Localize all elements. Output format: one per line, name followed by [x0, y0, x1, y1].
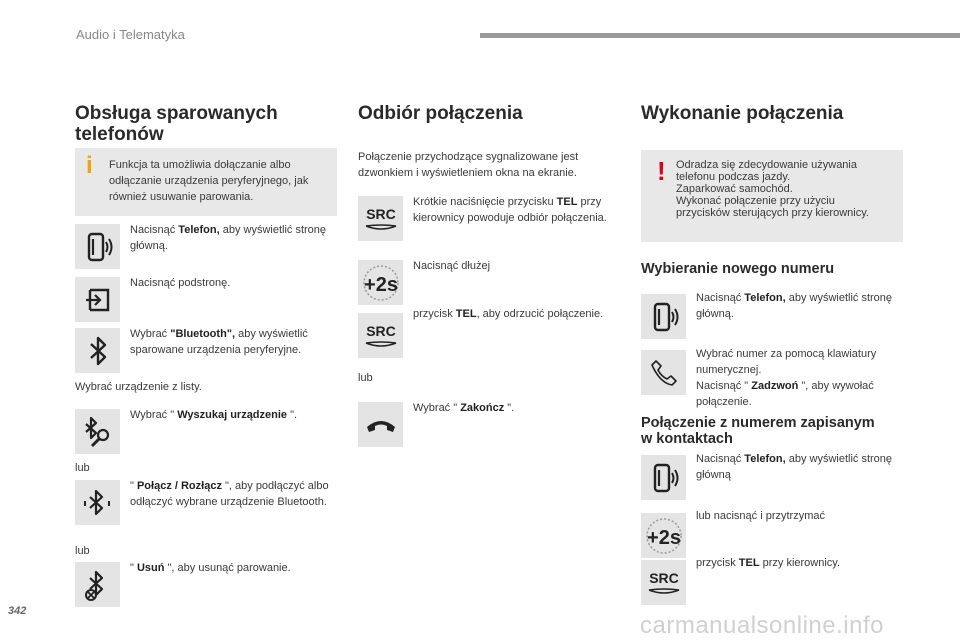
or-text-3: lub: [358, 372, 373, 384]
step-telefon-2: Nacisnąć Telefon, aby wyświetlić stronę główną.: [696, 292, 893, 320]
or-text-2: lub: [75, 545, 90, 557]
delete-pairing-icon: [75, 562, 120, 607]
step-telefon-3: Nacisnąć Telefon, aby wyświetlić stronę główną: [696, 453, 893, 481]
header-title: Audio i Telematyka: [76, 27, 185, 42]
step-subpage: Nacisnąć podstronę.: [130, 277, 231, 289]
info-text: Funkcja ta umożliwia dołączanie albo odłączanie urządzenia peryferyjnego, jak również usuwanie parowania.: [109, 159, 309, 203]
svg-text:+2s: +2s: [363, 273, 398, 296]
svg-text:SRC: SRC: [365, 205, 396, 222]
dial-instructions: Wybrać numer za pomocą klawiatury numerycznej. Nacisnąć " Zadzwoń ", aby wywołać połączenie.: [696, 348, 877, 408]
bluetooth-icon: [75, 328, 120, 373]
phone-icon-3: [641, 455, 686, 500]
warning-note: [641, 150, 903, 242]
phone-icon-2: [641, 294, 686, 339]
svg-text:SRC: SRC: [365, 322, 396, 339]
hold-2s-icon-2: [641, 513, 686, 558]
or-text-1: lub: [75, 462, 90, 474]
page-number: 342: [8, 605, 27, 617]
src-button-icon-2: [358, 313, 403, 358]
step-connect: " Połącz / Rozłącz ", aby podłączyć albo odłączyć wybrane urządzenie Bluetooth.: [130, 480, 329, 508]
heading-dial-new-number: Wybieranie nowego numeru: [641, 261, 835, 277]
step-delete: " Usuń ", aby usunąć parowanie.: [130, 562, 291, 574]
info-note: [75, 148, 337, 216]
receive-intro: Połączenie przychodzące sygnalizowane jest dzwonkiem i wyświetleniem okna na ekranie.: [358, 151, 579, 179]
press-hold-text: lub nacisnąć i przytrzymać: [696, 510, 825, 522]
step-bluetooth: Wybrać "Bluetooth", aby wyświetlić sparowane urządzenia peryferyjne.: [130, 328, 308, 356]
step-end-call: Wybrać " Zakończ ".: [413, 402, 515, 414]
connect-disconnect-icon: [75, 480, 120, 525]
watermark: carmanualsonline.info: [640, 612, 884, 639]
step-telefon: Nacisnąć Telefon, aby wyświetlić stronę główną.: [130, 224, 327, 252]
subpage-icon: [75, 277, 120, 322]
warning-icon: !: [657, 156, 666, 186]
header-bar: [480, 33, 960, 38]
step-answer: Krótkie naciśnięcie przycisku TEL przy kierownicy powoduje odbiór połączenia.: [413, 196, 607, 224]
warning-text: Odradza się zdecydowanie używania telefonu podczas jazdy. Zaparkować samochód. Wykonać połączenie przy użyciu przycisków sterujących przy kierownicy.: [676, 159, 869, 219]
src-button-icon-3: [641, 560, 686, 605]
heading-paired-phones: Obsługa sparowanych telefonów: [75, 103, 278, 145]
press-longer-text: Nacisnąć dłużej: [413, 260, 491, 272]
hang-up-icon: [358, 402, 403, 447]
heading-receive-call: Odbiór połączenia: [358, 103, 523, 124]
hold-2s-icon: [358, 260, 403, 305]
svg-text:+2s: +2s: [646, 526, 681, 549]
step-search: Wybrać " Wyszukaj urządzenie ".: [130, 409, 298, 421]
info-icon: i: [86, 152, 93, 179]
phone-icon: [75, 224, 120, 269]
svg-text:SRC: SRC: [648, 569, 679, 586]
heading-make-call: Wykonanie połączenia: [641, 103, 844, 124]
search-device-icon: [75, 409, 120, 454]
heading-call-contact: Połączenie z numerem zapisanym w kontaktach: [641, 415, 875, 447]
handset-icon: [641, 350, 686, 395]
step-tel-button: przycisk TEL przy kierownicy.: [696, 557, 841, 569]
src-button-icon: [358, 196, 403, 241]
step-reject: przycisk TEL, aby odrzucić połączenie.: [413, 308, 604, 320]
select-device-text: Wybrać urządzenie z listy.: [75, 381, 202, 393]
